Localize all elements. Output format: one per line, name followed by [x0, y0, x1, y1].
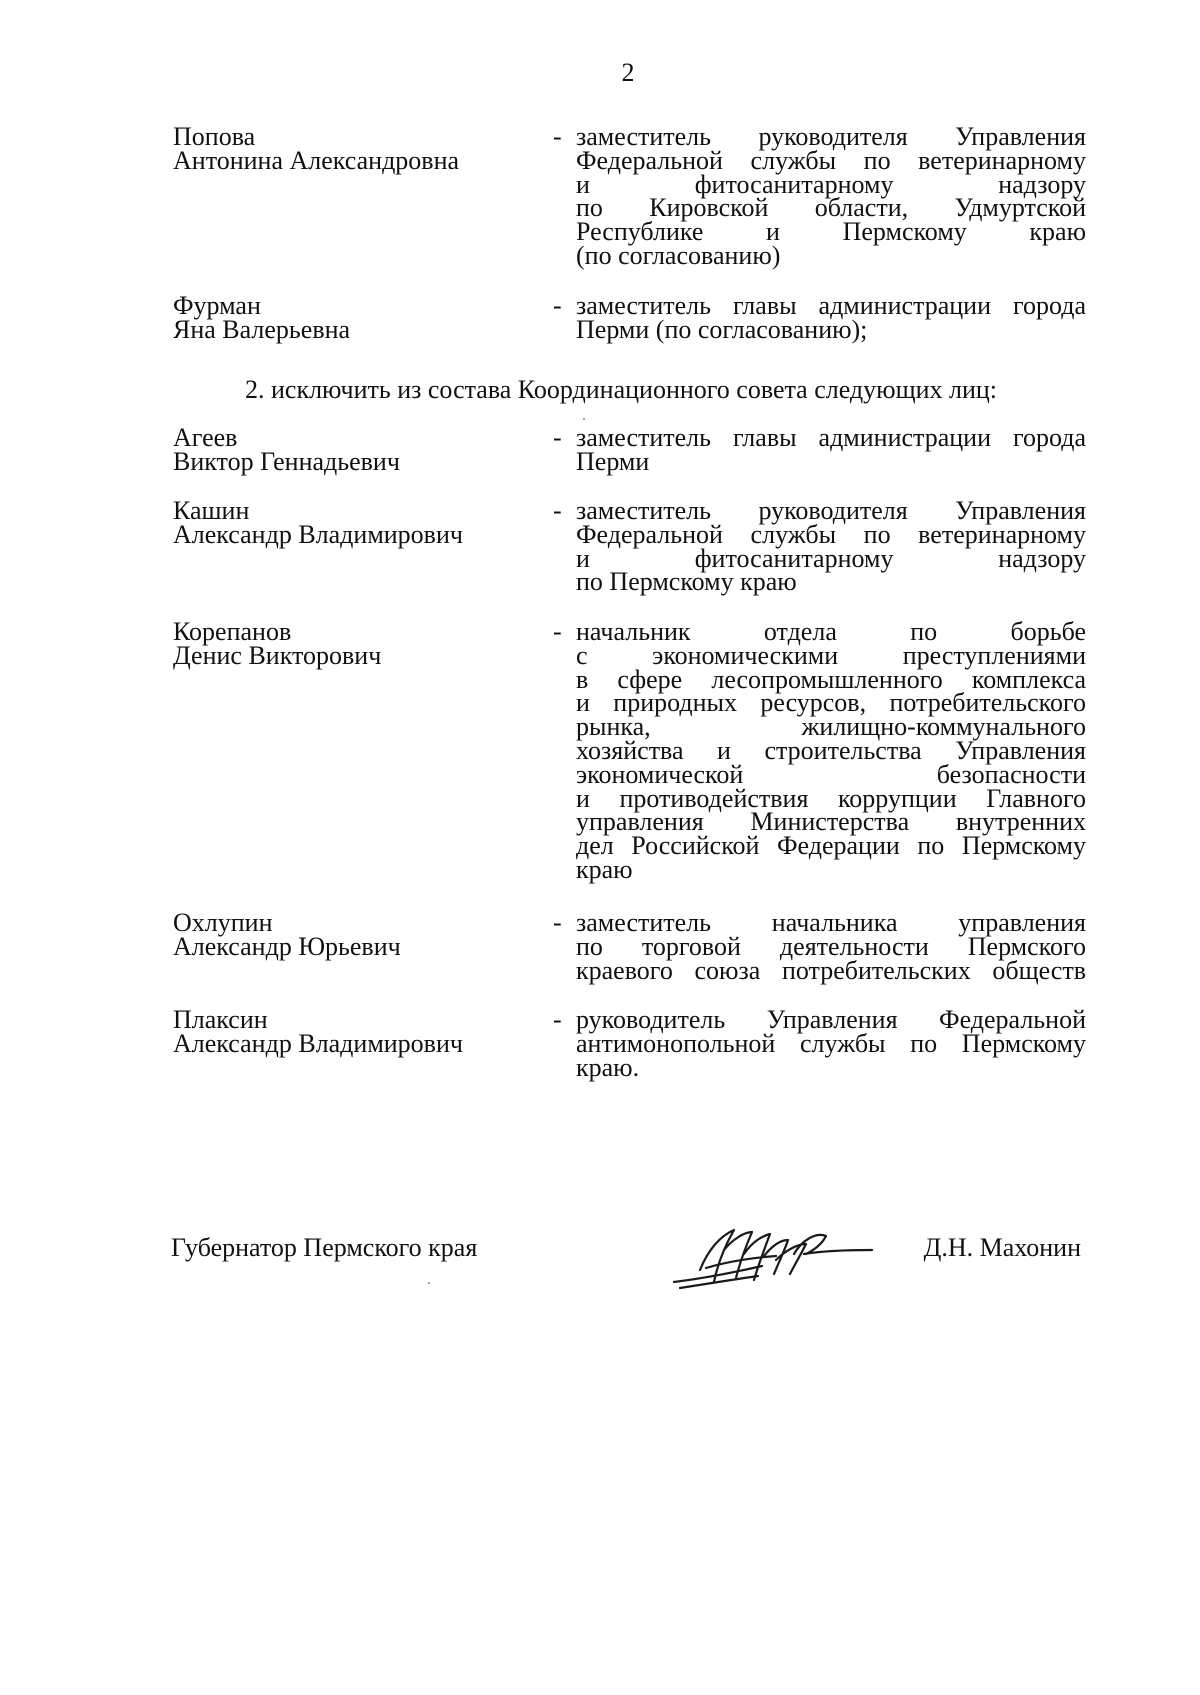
person-name: [173, 1005, 533, 1058]
description-line: заместитель главы администрации города: [576, 291, 1086, 320]
description-line: Федеральной службы по ветеринарному: [576, 519, 1086, 549]
dash-separator: -: [553, 617, 562, 646]
given-names: Александр Юрьевич: [173, 931, 401, 961]
description-line: по торговой деятельности Пермского: [576, 931, 1086, 961]
description-line: заместитель главы администрации города: [576, 423, 1086, 452]
description-line: управления Министерства внутренних: [576, 807, 1086, 837]
description-line: начальник отдела по борьбе: [576, 617, 1086, 646]
list-item: [173, 908, 1086, 986]
description-line: и фитосанитарному надзору: [576, 543, 1086, 573]
description-line: и природных ресурсов, потребительского: [576, 688, 1086, 718]
person-name: [173, 496, 533, 549]
dash-separator: -: [553, 423, 562, 452]
list-item: [173, 1005, 1086, 1083]
description-line: заместитель руководителя Управления: [576, 122, 1086, 151]
surname: Агеев: [173, 423, 238, 452]
position-description: [576, 1005, 1086, 1082]
given-names: Виктор Геннадьевич: [173, 446, 400, 476]
position-description: [576, 617, 1086, 884]
description-line: по Кировской области, Удмуртской: [576, 193, 1086, 223]
description-line: в сфере лесопромышленного комплекса: [576, 664, 1086, 694]
person-name: [173, 617, 533, 670]
given-names: Антонина Александровна: [173, 145, 460, 175]
surname: Корепанов: [173, 617, 292, 646]
description-line: краю: [576, 854, 633, 884]
description-line: заместитель руководителя Управления: [576, 496, 1086, 525]
person-name: [173, 291, 533, 344]
description-line: экономической безопасности: [576, 759, 1086, 789]
description-line: по Пермскому краю: [576, 567, 797, 597]
description-line: краю.: [576, 1052, 640, 1082]
list-item: [173, 423, 1086, 476]
description-line: Республике и Пермскому краю: [576, 217, 1086, 247]
signature-block: [171, 1235, 1081, 1295]
description-line: и противодействия коррупции Главного: [576, 783, 1086, 813]
dash-separator: -: [553, 1005, 562, 1034]
surname: Охлупин: [173, 908, 273, 937]
given-names: Александр Владимирович: [173, 519, 463, 549]
description-line: хозяйства и строительства Управления: [576, 735, 1086, 765]
person-name: [173, 908, 533, 961]
dash-separator: -: [553, 122, 562, 151]
given-names: Александр Владимирович: [173, 1028, 463, 1058]
position-description: [576, 122, 1086, 270]
position-description: [576, 908, 1086, 985]
person-name: [173, 423, 533, 476]
position-description: [576, 423, 1086, 476]
description-line: Перми (по согласованию);: [576, 314, 868, 344]
position-description: [576, 496, 1086, 597]
signer-name: Д.Н. Махонин: [923, 1233, 1081, 1262]
description-line: (по согласованию): [576, 240, 781, 270]
handwritten-signature: [666, 1210, 876, 1300]
signer-position: Губернатор Пермского края: [171, 1233, 478, 1262]
surname: Попова: [173, 122, 256, 151]
description-line: руководитель Управления Федеральной: [576, 1005, 1086, 1034]
description-line: Перми: [576, 446, 650, 476]
description-line: с экономическими преступлениями: [576, 640, 1086, 670]
description-line: краевого союза потребительских обществ: [576, 955, 1086, 985]
section-heading: 2. исключить из состава Координационного совета следующих лиц:: [245, 375, 998, 404]
scan-speck: [583, 418, 585, 420]
dash-separator: -: [553, 291, 562, 320]
scan-speck: [428, 1282, 430, 1284]
list-item: [173, 122, 1086, 270]
description-line: рынка, жилищно-коммунального: [576, 712, 1086, 742]
description-line: дел Российской Федерации по Пермскому: [576, 831, 1086, 861]
given-names: Денис Викторович: [173, 640, 382, 670]
list-item: [173, 496, 1086, 597]
description-line: антимонопольной службы по Пермскому: [576, 1028, 1086, 1058]
surname: Кашин: [173, 496, 250, 525]
list-item: [173, 617, 1086, 885]
list-item: [173, 291, 1086, 344]
description-line: Федеральной службы по ветеринарному: [576, 145, 1086, 175]
dash-separator: -: [553, 496, 562, 525]
description-line: и фитосанитарному надзору: [576, 169, 1086, 199]
page-number: 2: [621, 58, 635, 87]
position-description: [576, 291, 1086, 344]
dash-separator: -: [553, 908, 562, 937]
description-line: заместитель начальника управления: [576, 908, 1086, 937]
person-name: [173, 122, 533, 175]
surname: Плаксин: [173, 1005, 268, 1034]
given-names: Яна Валерьевна: [173, 314, 351, 344]
surname: Фурман: [173, 291, 261, 320]
